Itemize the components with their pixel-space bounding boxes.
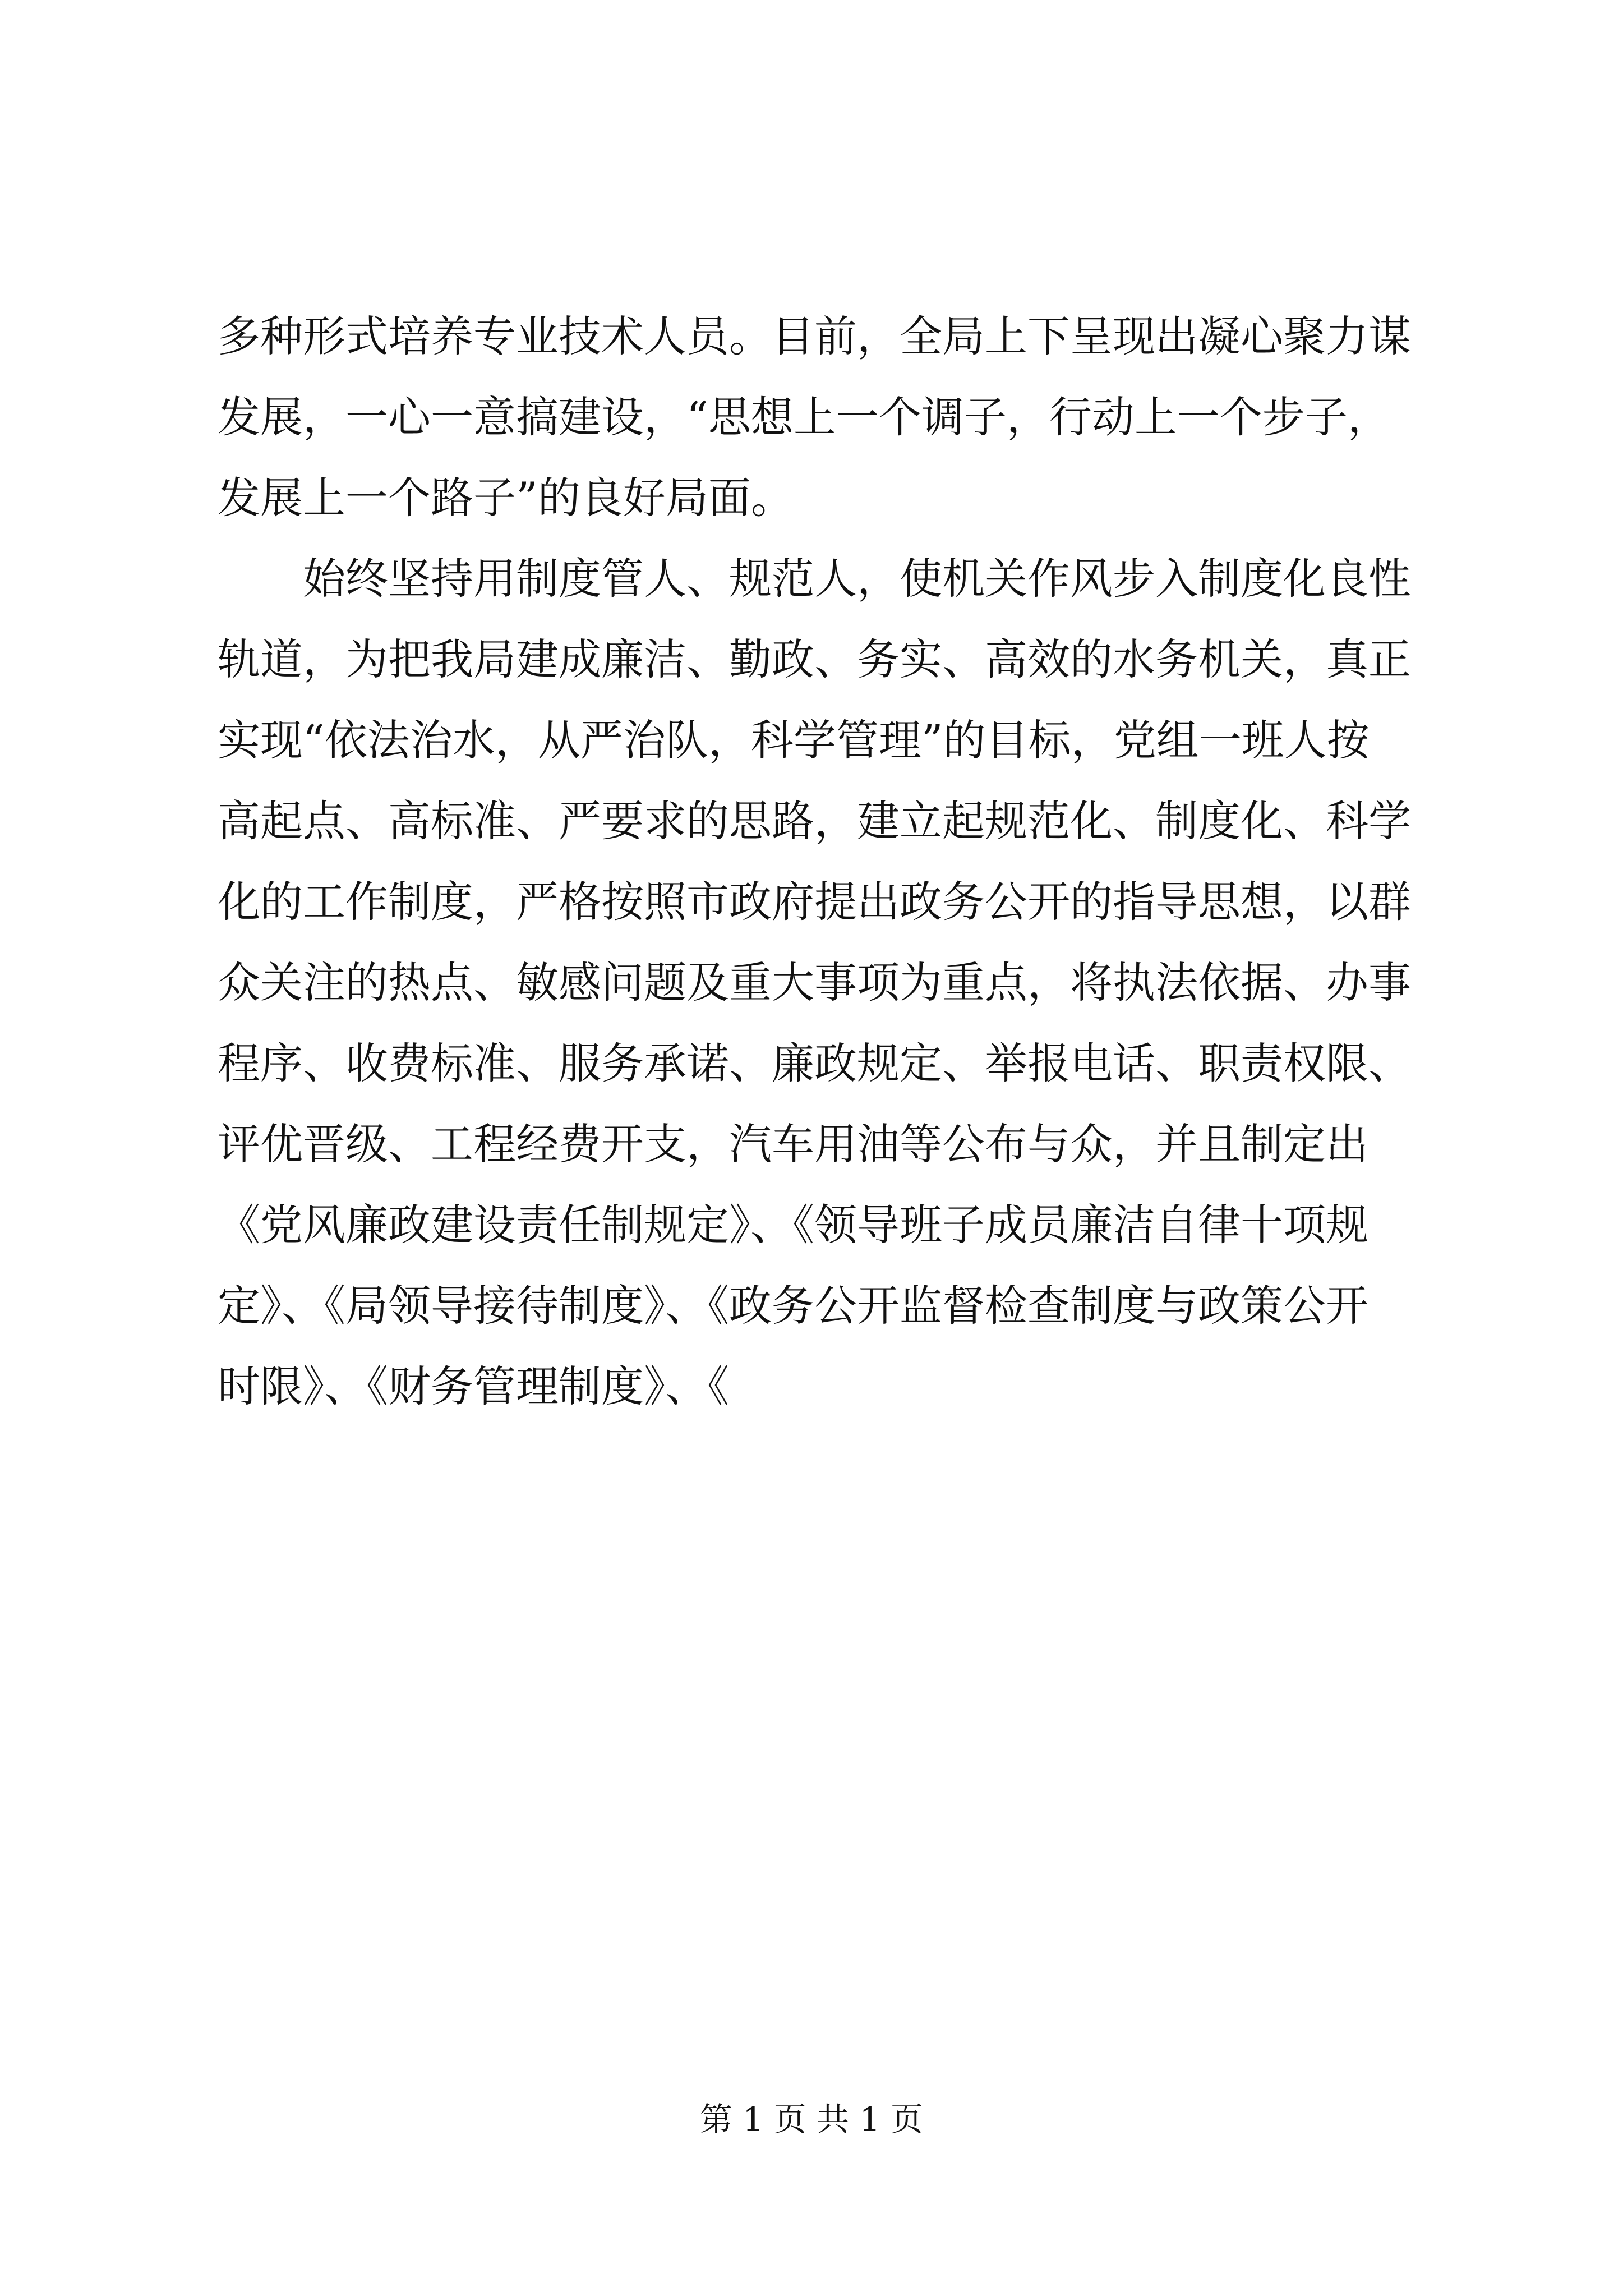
page-number-label: 第 1 页 共 1 页 xyxy=(700,2100,923,2138)
paragraph-2 xyxy=(218,539,1418,1427)
paragraph-line: 众关注的热点、敏感问题及重大事项为重点，将执法依据、办事 xyxy=(218,958,1411,1007)
paragraph-line: 发展，一心一意搞建设，“思想上一个调子，行动上一个步子， xyxy=(218,392,1390,442)
paragraph-line: 《党风廉政建设责任制规定》、《领导班子成员廉洁自律十项规 xyxy=(218,1200,1368,1250)
paragraph-line: 化的工作制度，严格按照市政府提出政务公开的指导思想，以群 xyxy=(218,877,1411,927)
paragraph-line: 发展上一个路子”的良好局面。 xyxy=(218,473,794,523)
paragraph-line: 时限》、《财务管理制度》、《 xyxy=(218,1361,729,1411)
paragraph-line: 实现“依法治水，从严治队，科学管理”的目标，党组一班人按 xyxy=(218,715,1370,765)
paragraph-line: 评优晋级、工程经费开支，汽车用油等公布与众，并且制定出 xyxy=(218,1119,1368,1169)
paragraph-1 xyxy=(218,296,1418,539)
paragraph-line: 多种形式培养专业技术人员。目前，全局上下呈现出凝心聚力谋 xyxy=(218,311,1411,361)
paragraph-line: 始终坚持用制度管人、规范人，使机关作风步入制度化良性 xyxy=(218,554,1411,604)
paragraph-line: 轨道，为把我局建成廉洁、勤政、务实、高效的水务机关，真正 xyxy=(218,634,1411,684)
paragraph-line: 高起点、高标准、严要求的思路，建立起规范化、制度化、科学 xyxy=(218,796,1411,846)
paragraph-line: 定》、《局领导接待制度》、《政务公开监督检查制度与政策公开 xyxy=(218,1281,1368,1331)
page-footer xyxy=(0,2097,1623,2142)
paragraph-line: 程序、收费标准、服务承诺、廉政规定、举报电话、职责权限、 xyxy=(218,1038,1411,1088)
